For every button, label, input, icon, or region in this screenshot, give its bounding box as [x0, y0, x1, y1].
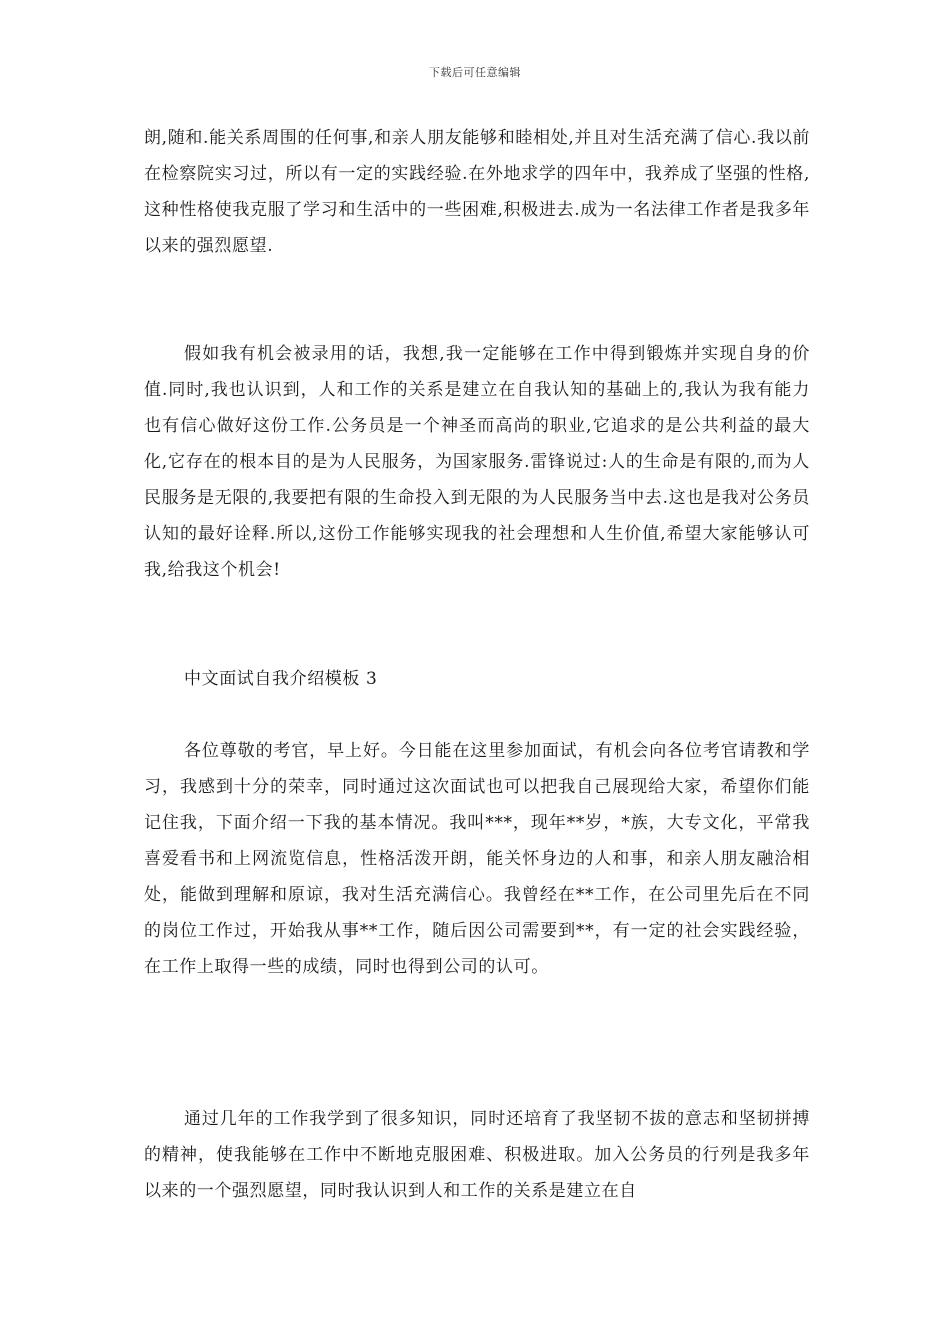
paragraph-text: 朗,随和.能关系周围的任何事,和亲人朋友能够和睦相处,并且对生活充满了信心.我以前在检察院实习过，所以有一定的实践经验.在外地求学的四年中，我养成了坚强的性格,这种性格使我克服了学习和生活中的一些困难,积极进去.成为一名法律工作者是我多年以来的强烈愿望.: [144, 128, 810, 256]
paragraph-experience: [144, 1101, 810, 1209]
paragraph-self-intro: [144, 733, 810, 985]
paragraph-civil-servant: [144, 336, 810, 588]
section-title: 中文面试自我介绍模板 3: [184, 669, 378, 689]
paragraph-text: 通过几年的工作我学到了很多知识，同时还培育了我坚韧不拔的意志和坚韧拼搏的精神，使我能够在工作中不断地克服困难、积极进取。加入公务员的行列是我多年以来的一个强烈愿望，同时我认识到人和工作的关系是建立在自: [144, 1109, 810, 1201]
paragraph-text: 假如我有机会被录用的话，我想,我一定能够在工作中得到锻炼并实现自身的价值.同时,我也认识到，人和工作的关系是建立在自我认知的基础上的,我认为我有能力也有信心做好这份工作.公务员是一个神圣而高尚的职业,它追求的是公共利益的最大化,它存在的根本目的是为人民服务，为国家服务.雷锋说过:人的生命是有限的,而为人民服务是无限的,我要把有限的生命投入到无限的为人民服务当中去.这也是我对公务员认知的最好诠释.所以,这份工作能够实现我的社会理想和人生价值,希望大家能够认可我,给我这个机会!: [144, 344, 811, 580]
page-header-note: 下载后可任意编辑: [429, 66, 521, 79]
paragraph-text: 各位尊敬的考官，早上好。今日能在这里参加面试，有机会向各位考官请教和学习，我感到十分的荣幸，同时通过这次面试也可以把我自己展现给大家，希望你们能记住我，下面介绍一下我的基本情况。我叫***，现年**岁，*族，大专文化，平常我喜爱看书和上网流览信息，性格活泼开朗，能关怀身边的人和事，和亲人朋友融洽相处，能做到理解和原谅，我对生活充满信心。我曾经在**工作，在公司里先后在不同的岗位工作过，开始我从事**工作，随后因公司需要到**，有一定的社会实践经验，在工作上取得一些的成绩，同时也得到公司的认可。: [144, 741, 810, 977]
paragraph-continuation: [144, 120, 810, 264]
